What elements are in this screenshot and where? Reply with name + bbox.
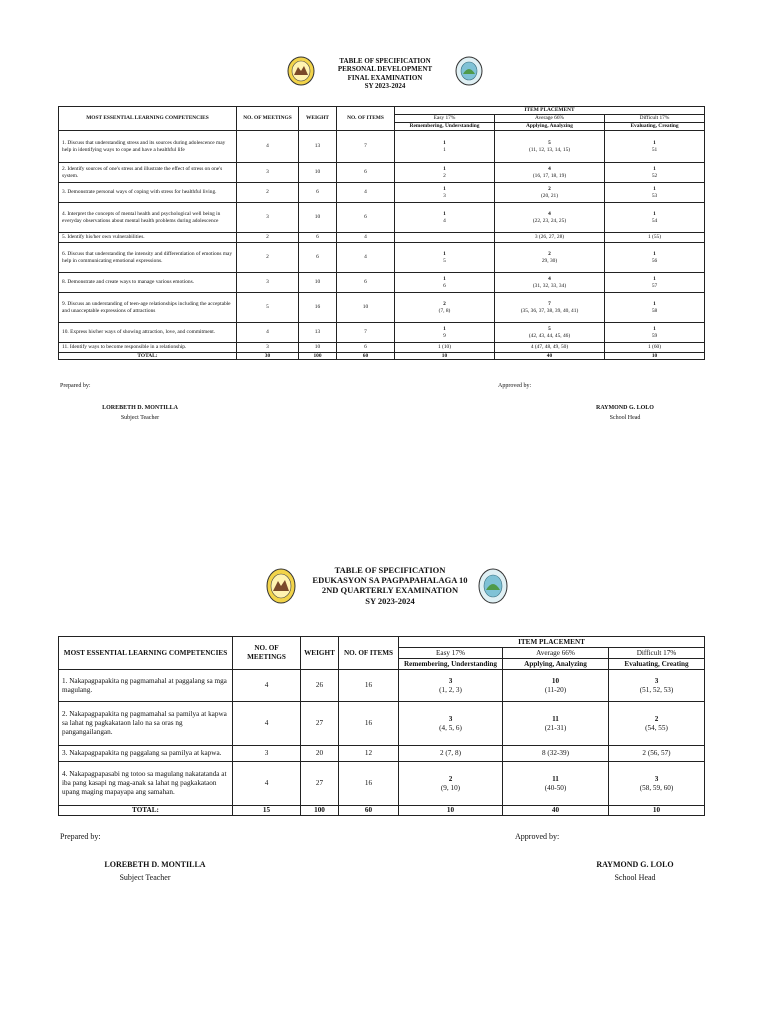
col-subheader-easy: Remembering, Understanding xyxy=(399,659,503,670)
easy-placement-cell xyxy=(395,343,495,353)
difficult-count: 1 xyxy=(653,326,656,333)
average-item-numbers: (31, 32, 33, 34) xyxy=(532,282,567,289)
easy-item-numbers: 2 (7, 8) xyxy=(440,749,461,757)
meetings-cell: 5 xyxy=(237,293,299,323)
competency-cell: 1. Discuss that understanding stress and its sources during adolescence may help in identifying ways to cope and have a healthful life xyxy=(59,131,237,163)
average-item-numbers: (11-20) xyxy=(544,685,567,694)
difficult-item-numbers: (58, 59, 60) xyxy=(639,783,674,792)
competency-cell: 3. Nakapagpapakita ng paggalang sa pamilya at kapwa. xyxy=(59,746,233,762)
average-item-numbers: (40-50) xyxy=(544,783,567,792)
table-row xyxy=(59,293,705,323)
col-header-items: NO. OF ITEMS xyxy=(339,637,399,670)
school-year: SY 2023-2024 xyxy=(364,82,406,91)
approver-role: School Head xyxy=(609,415,641,421)
easy-item-numbers: 9 xyxy=(443,332,446,339)
average-placement-cell xyxy=(495,183,605,203)
items-cell: 6 xyxy=(337,273,395,293)
meetings-cell: 2 xyxy=(237,233,299,243)
difficult-placement-cell xyxy=(605,323,705,343)
items-cell: 7 xyxy=(337,323,395,343)
total-weight: 100 xyxy=(301,806,339,816)
difficult-placement-cell xyxy=(605,163,705,183)
col-header-average: Average 66% xyxy=(495,115,605,123)
col-subheader-difficult: Evaluating, Creating xyxy=(609,659,705,670)
competency-cell: 6. Discuss that understanding the intensity and differentiation of emotions may help in communicating emotional expressions. xyxy=(59,243,237,273)
doc-title: TABLE OF SPECIFICATION xyxy=(334,565,446,575)
items-cell: 16 xyxy=(339,670,399,702)
difficult-item-numbers: 59 xyxy=(651,332,658,339)
col-header-meetings: NO. OF MEETINGS xyxy=(237,107,299,131)
easy-count: 1 xyxy=(443,211,446,218)
easy-placement-cell xyxy=(395,243,495,273)
competency-cell: 5. Identify his/her own vulnerabilities. xyxy=(59,233,237,243)
average-placement-cell xyxy=(495,323,605,343)
col-header-items: NO. OF ITEMS xyxy=(337,107,395,131)
easy-count: 1 xyxy=(443,166,446,173)
meetings-cell: 4 xyxy=(237,323,299,343)
col-header-placement: ITEM PLACEMENT xyxy=(395,107,705,115)
meetings-cell: 3 xyxy=(237,203,299,233)
average-placement-cell xyxy=(495,233,605,243)
easy-count: 3 xyxy=(448,676,453,685)
average-count: 4 xyxy=(548,211,551,218)
col-header-average: Average 66% xyxy=(503,648,609,659)
col-header-difficult: Difficult 17% xyxy=(609,648,705,659)
competency-cell: 4. Interpret the concepts of mental health and psychological well being in everyday observations about mental health problems during adolescence xyxy=(59,203,237,233)
competency-cell: 9. Discuss an understanding of teen-age relationships including the acceptable and unacceptable expressions of attractions xyxy=(59,293,237,323)
easy-item-numbers: 2 xyxy=(443,172,446,179)
easy-item-numbers: 1 (10) xyxy=(437,344,452,351)
items-cell: 16 xyxy=(339,762,399,806)
easy-count: 1 xyxy=(443,186,446,193)
approved-by-label: Approved by: xyxy=(498,383,532,389)
total-easy: 10 xyxy=(399,806,503,816)
preparer-name: LOREBETH D. MONTILLA xyxy=(104,860,206,869)
col-header-easy: Easy 17% xyxy=(395,115,495,123)
col-subheader-easy: Remembering, Understanding xyxy=(395,123,495,131)
items-cell: 6 xyxy=(337,203,395,233)
difficult-count: 1 xyxy=(653,211,656,218)
average-count: 2 xyxy=(548,186,551,193)
school-year: SY 2023-2024 xyxy=(365,595,415,606)
average-count: 11 xyxy=(552,774,559,783)
weight-cell: 6 xyxy=(299,243,337,273)
total-meetings: 15 xyxy=(233,806,301,816)
col-subheader-difficult: Evaluating, Creating xyxy=(605,123,705,131)
table-body xyxy=(59,131,705,353)
table-row xyxy=(59,762,705,806)
meetings-cell: 4 xyxy=(237,131,299,163)
average-item-numbers: (16, 17, 18, 19) xyxy=(532,172,567,179)
table-row xyxy=(59,746,705,762)
col-header-placement: ITEM PLACEMENT xyxy=(399,637,705,648)
easy-count: 1 xyxy=(443,251,446,258)
preparer-role: Subject Teacher xyxy=(119,873,171,882)
total-average: 40 xyxy=(495,353,605,360)
table-row xyxy=(59,131,705,163)
competency-cell: 4. Nakapagpapasabi ng totoo sa magulang nakatatanda at iba pang kasapi ng mag-anak sa lahat ng pagkakataon upang maging mapayapa ang samahan. xyxy=(59,762,233,806)
easy-item-numbers: 1 xyxy=(443,146,446,153)
weight-cell: 6 xyxy=(299,183,337,203)
table-row xyxy=(59,203,705,233)
total-average: 40 xyxy=(503,806,609,816)
difficult-item-numbers: 52 xyxy=(651,172,658,179)
difficult-placement-cell xyxy=(609,670,705,702)
meetings-cell: 3 xyxy=(237,163,299,183)
competency-cell: 1. Nakapagpapakita ng pagmamahal at paggalang sa mga magulang. xyxy=(59,670,233,702)
difficult-item-numbers: 57 xyxy=(651,282,658,289)
difficult-placement-cell xyxy=(605,131,705,163)
difficult-count: 1 xyxy=(653,186,656,193)
approver-name: RAYMOND G. LOLO xyxy=(596,405,654,411)
difficult-item-numbers: 51 xyxy=(651,146,658,153)
difficult-item-numbers: 56 xyxy=(651,257,658,264)
col-header-weight: WEIGHT xyxy=(299,107,337,131)
col-header-competencies: MOST ESSENTIAL LEARNING COMPETENCIES xyxy=(59,637,233,670)
easy-item-numbers: 4 xyxy=(443,217,446,224)
meetings-cell: 4 xyxy=(233,702,301,746)
competency-cell: 2. Nakapagpapakita ng pagmamahal sa pamilya at kapwa sa lahat ng pagkakataon lalo na sa oras ng pangangailangan. xyxy=(59,702,233,746)
approver-role: School Head xyxy=(614,873,656,882)
average-placement-cell xyxy=(495,293,605,323)
table-row xyxy=(59,163,705,183)
easy-count: 1 xyxy=(443,326,446,333)
easy-item-numbers: (7, 8) xyxy=(438,307,451,314)
difficult-item-numbers: 1 (60) xyxy=(648,344,662,351)
difficult-placement-cell xyxy=(609,762,705,806)
items-cell: 7 xyxy=(337,131,395,163)
meetings-cell: 2 xyxy=(237,243,299,273)
weight-cell: 26 xyxy=(301,670,339,702)
preparer-role: Subject Teacher xyxy=(120,415,160,421)
table-row xyxy=(59,243,705,273)
easy-placement-cell xyxy=(395,131,495,163)
easy-placement-cell xyxy=(395,183,495,203)
weight-cell: 27 xyxy=(301,762,339,806)
average-placement-cell xyxy=(495,131,605,163)
easy-placement-cell xyxy=(395,203,495,233)
difficult-placement-cell xyxy=(605,233,705,243)
easy-placement-cell xyxy=(399,670,503,702)
average-count: 5 xyxy=(548,140,551,147)
easy-count: 3 xyxy=(448,714,453,723)
col-subheader-average: Applying, Analyzing xyxy=(503,659,609,670)
easy-placement-cell xyxy=(395,233,495,243)
average-placement-cell xyxy=(495,243,605,273)
average-placement-cell xyxy=(503,746,609,762)
total-difficult: 10 xyxy=(605,353,705,360)
items-cell: 4 xyxy=(337,233,395,243)
average-item-numbers: 8 (32-39) xyxy=(542,749,569,757)
total-meetings: 30 xyxy=(237,353,299,360)
easy-count: 1 xyxy=(443,276,446,283)
difficult-count: 3 xyxy=(654,774,659,783)
items-cell: 16 xyxy=(339,702,399,746)
difficult-count: 1 xyxy=(653,276,656,283)
table-row xyxy=(59,670,705,702)
easy-item-numbers: 5 xyxy=(443,257,446,264)
table-row xyxy=(59,183,705,203)
subject-title: PERSONAL DEVELOPMENT xyxy=(337,65,433,74)
easy-count: 2 xyxy=(443,301,446,308)
meetings-cell: 2 xyxy=(237,183,299,203)
difficult-item-numbers: 1 (55) xyxy=(648,234,662,241)
total-label: TOTAL: xyxy=(59,806,233,816)
table-row xyxy=(59,702,705,746)
total-row xyxy=(59,353,705,360)
average-item-numbers: 29, 30) xyxy=(541,257,558,264)
difficult-count: 3 xyxy=(654,676,659,685)
table-body xyxy=(59,670,705,806)
table-row xyxy=(59,233,705,243)
weight-cell: 6 xyxy=(299,233,337,243)
difficult-count: 1 xyxy=(653,140,656,147)
average-item-numbers: (20, 21) xyxy=(540,192,559,199)
items-cell: 4 xyxy=(337,243,395,273)
average-item-numbers: 4 (47, 48, 49, 50) xyxy=(530,344,569,351)
average-item-numbers: (11, 12, 13, 14, 15) xyxy=(528,146,571,153)
meetings-cell: 3 xyxy=(237,343,299,353)
easy-placement-cell xyxy=(399,702,503,746)
difficult-placement-cell xyxy=(605,273,705,293)
easy-item-numbers: (1, 2, 3) xyxy=(439,685,462,694)
easy-placement-cell xyxy=(395,323,495,343)
total-row xyxy=(59,806,705,816)
easy-placement-cell xyxy=(395,293,495,323)
difficult-item-numbers: 2 (56, 57) xyxy=(642,749,671,757)
meetings-cell: 4 xyxy=(233,762,301,806)
weight-cell: 13 xyxy=(299,323,337,343)
easy-count: 2 xyxy=(448,774,453,783)
average-count: 4 xyxy=(548,166,551,173)
approved-by-label: Approved by: xyxy=(515,832,560,841)
subject-title: EDUKASYON SA PAGPAPAHALAGA 10 xyxy=(312,575,468,586)
easy-placement-cell xyxy=(395,273,495,293)
prepared-by-label: Prepared by: xyxy=(60,383,91,389)
average-count: 10 xyxy=(551,676,560,685)
average-placement-cell xyxy=(495,203,605,233)
difficult-item-numbers: 54 xyxy=(651,217,658,224)
average-placement-cell xyxy=(503,702,609,746)
specification-table xyxy=(58,106,705,360)
total-items: 60 xyxy=(339,806,399,816)
average-placement-cell xyxy=(495,273,605,293)
weight-cell: 10 xyxy=(299,273,337,293)
weight-cell: 20 xyxy=(301,746,339,762)
col-header-difficult: Difficult 17% xyxy=(605,115,705,123)
exam-title: 2ND QUARTERLY EXAMINATION xyxy=(321,585,459,596)
difficult-placement-cell xyxy=(605,203,705,233)
average-item-numbers: 3 (26, 27, 28) xyxy=(534,234,565,241)
exam-title: FINAL EXAMINATION xyxy=(347,73,423,82)
difficult-placement-cell xyxy=(605,183,705,203)
col-header-meetings: NO. OF MEETINGS xyxy=(233,637,301,670)
difficult-placement-cell xyxy=(609,746,705,762)
easy-placement-cell xyxy=(399,762,503,806)
weight-cell: 13 xyxy=(299,131,337,163)
col-subheader-average: Applying, Analyzing xyxy=(495,123,605,131)
easy-item-numbers: 6 xyxy=(443,282,446,289)
school-seal-logo-left xyxy=(266,568,296,604)
average-placement-cell xyxy=(495,163,605,183)
preparer-name: LOREBETH D. MONTILLA xyxy=(102,405,178,411)
weight-cell: 16 xyxy=(299,293,337,323)
difficult-item-numbers: 58 xyxy=(651,307,658,314)
easy-placement-cell xyxy=(399,746,503,762)
table-row xyxy=(59,273,705,293)
difficult-item-numbers: (51, 52, 53) xyxy=(639,685,674,694)
easy-placement-cell xyxy=(395,163,495,183)
weight-cell: 10 xyxy=(299,203,337,233)
difficult-count: 2 xyxy=(654,714,659,723)
specification-table xyxy=(58,636,705,816)
weight-cell: 10 xyxy=(299,163,337,183)
average-count: 7 xyxy=(548,301,551,308)
items-cell: 4 xyxy=(337,183,395,203)
meetings-cell: 4 xyxy=(233,670,301,702)
total-difficult: 10 xyxy=(609,806,705,816)
average-item-numbers: (21-31) xyxy=(544,723,567,732)
competency-cell: 10. Express his/her ways of showing attraction, love, and commitment. xyxy=(59,323,237,343)
col-header-competencies: MOST ESSENTIAL LEARNING COMPETENCIES xyxy=(59,107,237,131)
average-count: 4 xyxy=(548,276,551,283)
competency-cell: 11. Identify ways to become responsible in a relationship. xyxy=(59,343,237,353)
difficult-placement-cell xyxy=(605,293,705,323)
difficult-item-numbers: 53 xyxy=(651,192,658,199)
easy-item-numbers: (4, 5, 6) xyxy=(439,723,462,732)
items-cell: 6 xyxy=(337,343,395,353)
easy-count: 1 xyxy=(443,140,446,147)
approver-name: RAYMOND G. LOLO xyxy=(596,860,674,869)
average-placement-cell xyxy=(503,670,609,702)
weight-cell: 10 xyxy=(299,343,337,353)
average-placement-cell xyxy=(503,762,609,806)
easy-item-numbers: (9, 10) xyxy=(440,783,461,792)
total-weight: 100 xyxy=(299,353,337,360)
col-header-easy: Easy 17% xyxy=(399,648,503,659)
average-placement-cell xyxy=(495,343,605,353)
items-cell: 10 xyxy=(337,293,395,323)
meetings-cell: 3 xyxy=(233,746,301,762)
easy-item-numbers: 3 xyxy=(443,192,446,199)
average-count: 2 xyxy=(548,251,551,258)
total-label: TOTAL: xyxy=(59,353,237,360)
average-count: 11 xyxy=(552,714,559,723)
average-item-numbers: (22, 23, 24, 25) xyxy=(532,217,567,224)
doc-title: TABLE OF SPECIFICATION xyxy=(339,57,431,65)
average-count: 5 xyxy=(548,326,551,333)
difficult-placement-cell xyxy=(605,343,705,353)
table-row xyxy=(59,323,705,343)
total-items: 60 xyxy=(337,353,395,360)
prepared-by-label: Prepared by: xyxy=(60,832,101,841)
average-item-numbers: (35, 36, 37, 38, 39, 40, 41) xyxy=(520,307,579,314)
difficult-count: 1 xyxy=(653,166,656,173)
difficult-item-numbers: (54, 55) xyxy=(645,723,668,732)
weight-cell: 27 xyxy=(301,702,339,746)
meetings-cell: 3 xyxy=(237,273,299,293)
competency-cell: 2. Identify sources of one's stress and illustrate the effect of stress on one's system. xyxy=(59,163,237,183)
items-cell: 6 xyxy=(337,163,395,183)
difficult-placement-cell xyxy=(609,702,705,746)
average-item-numbers: (42, 43, 44, 45, 46) xyxy=(528,332,571,339)
total-easy: 10 xyxy=(395,353,495,360)
items-cell: 12 xyxy=(339,746,399,762)
difficult-count: 1 xyxy=(653,301,656,308)
header-block xyxy=(310,57,460,91)
competency-cell: 8. Demonstrate and create ways to manage various emotions. xyxy=(59,273,237,293)
header-block xyxy=(295,565,485,606)
table-row xyxy=(59,343,705,353)
difficult-placement-cell xyxy=(605,243,705,273)
col-header-weight: WEIGHT xyxy=(301,637,339,670)
competency-cell: 3. Demonstrate personal ways of coping with stress for healthful living. xyxy=(59,183,237,203)
difficult-count: 1 xyxy=(653,251,656,258)
